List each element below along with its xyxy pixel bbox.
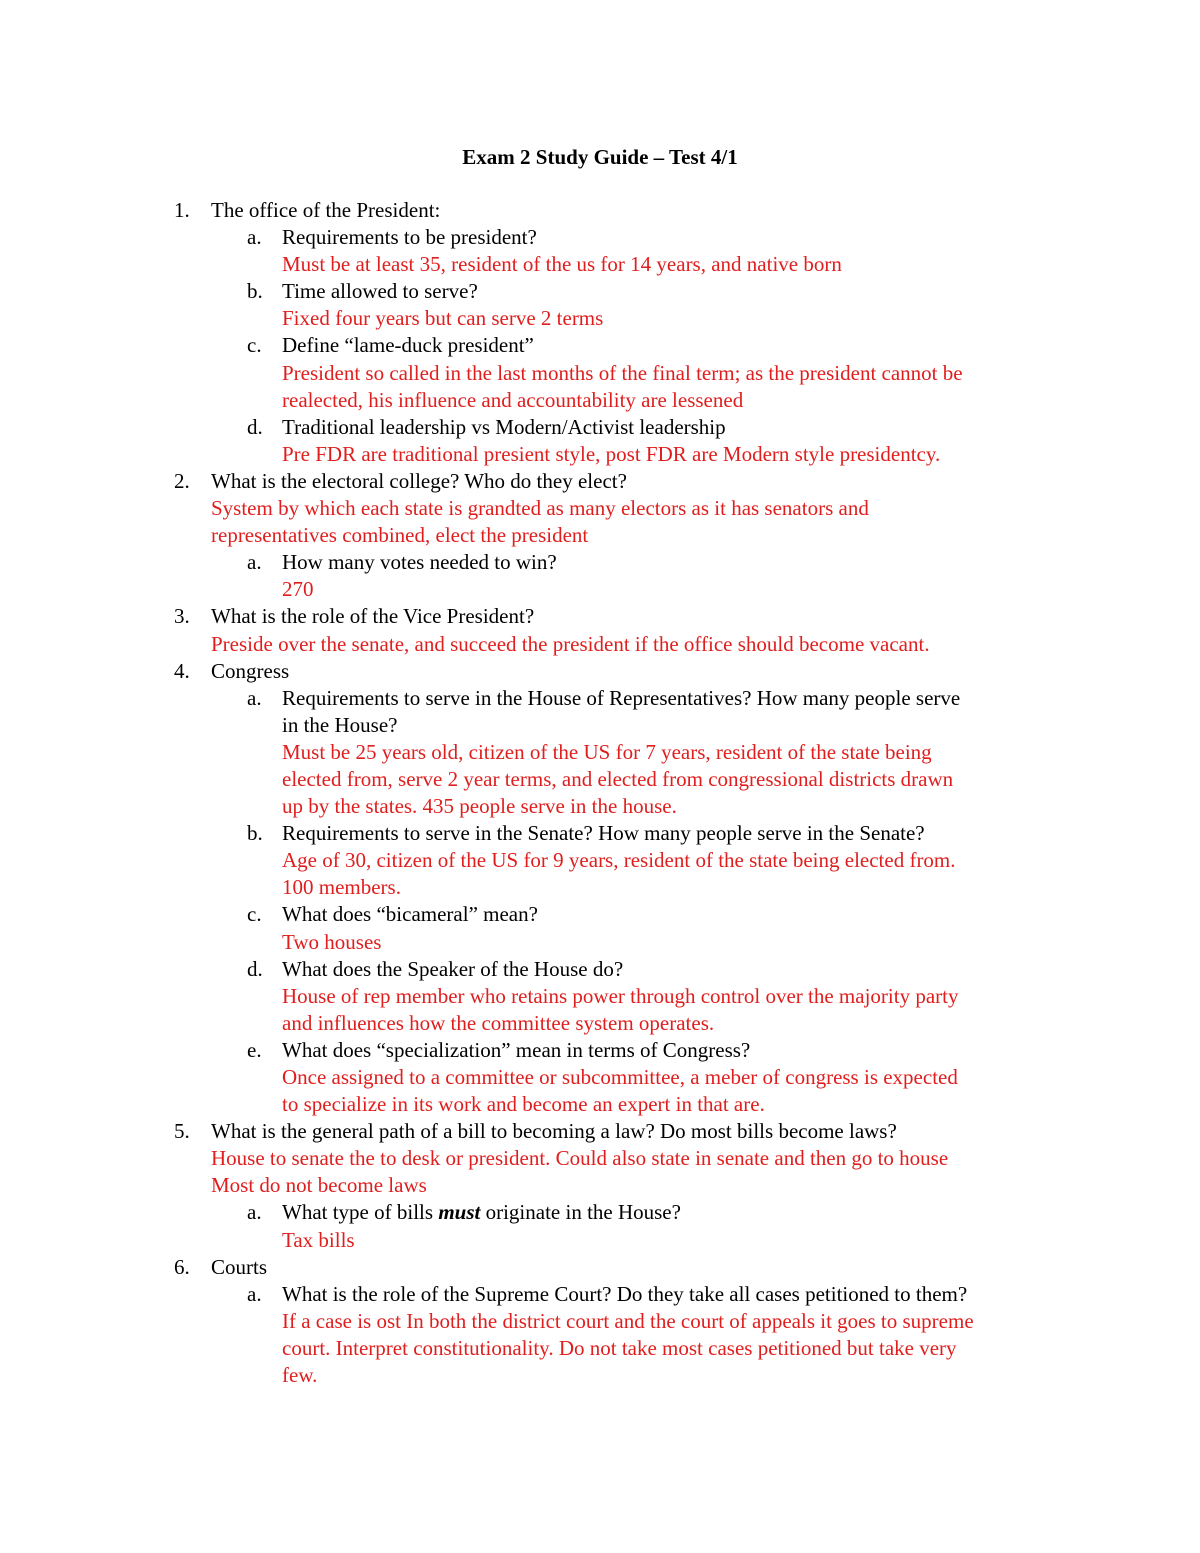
answer-text: Fixed four years but can serve 2 terms (282, 306, 604, 331)
answer-line (0, 441, 1200, 468)
sub-item-letter: a. (247, 1281, 262, 1306)
answer-line (0, 739, 1200, 766)
question-text: What is the electoral college? Who do they elect? (211, 468, 627, 493)
answer-line (0, 1308, 1200, 1335)
sub-item (0, 1281, 1200, 1308)
answer-line (0, 1010, 1200, 1037)
answer-text: Preside over the senate, and succeed the president if the office should become vacant. (211, 631, 930, 656)
item-number: 4. (174, 658, 190, 683)
sub-item-letter: c. (247, 333, 262, 358)
answer-text: Must be at least 35, resident of the us for 14 years, and native born (282, 252, 842, 277)
answer-line (0, 847, 1200, 874)
answer-text: House to senate the to desk or president. Could also state in senate and then go to house (211, 1146, 949, 1171)
page-title: Exam 2 Study Guide – Test 4/1 (462, 145, 738, 169)
sub-question-text-start: What type of bills (282, 1200, 439, 1225)
answer-text: House of rep member who retains power through control over the majority party (282, 983, 959, 1008)
sub-item-letter: a. (247, 550, 262, 575)
answer-line (0, 631, 1200, 658)
answer-line (0, 576, 1200, 603)
list-item (0, 197, 1200, 224)
answer-line (0, 929, 1200, 956)
answer-line (0, 1172, 1200, 1199)
answer-text: 270 (282, 577, 314, 602)
sub-item-letter: a. (247, 225, 262, 250)
answer-text: up by the states. 435 people serve in the house. (282, 794, 677, 819)
answer-text: Most do not become laws (211, 1173, 427, 1198)
sub-question-text: Requirements to serve in the Senate? How many people serve in the Senate? (282, 821, 925, 846)
sub-question-text: What does the Speaker of the House do? (282, 956, 624, 981)
question-text: Congress (211, 658, 290, 683)
sub-item (0, 278, 1200, 305)
answer-text: court. Interpret constitutionality. Do not take most cases petitioned but take very (282, 1335, 957, 1360)
answer-text: President so called in the last months of the final term; as the president cannot be (282, 360, 963, 385)
sub-item (0, 956, 1200, 983)
question-list (0, 197, 1200, 1389)
answer-line (0, 360, 1200, 387)
sub-item-letter: a. (247, 1200, 262, 1225)
list-item (0, 603, 1200, 630)
answer-text: Pre FDR are traditional presient style, post FDR are Modern style presidentcy. (282, 441, 941, 466)
answer-line (0, 387, 1200, 414)
answer-line (0, 1227, 1200, 1254)
question-text: Courts (211, 1254, 268, 1279)
answer-text: Two houses (282, 929, 382, 954)
sub-item (0, 901, 1200, 928)
answer-line (0, 495, 1200, 522)
item-number: 1. (174, 198, 190, 222)
list-item (0, 468, 1200, 495)
answer-line (0, 793, 1200, 820)
emphasized-word: must (438, 1200, 481, 1225)
answer-text: representatives combined, elect the president (211, 523, 589, 548)
question-text: The office of the President: (211, 198, 441, 222)
item-number: 6. (174, 1254, 190, 1279)
answer-text: Once assigned to a committee or subcommittee, a meber of congress is expected (282, 1065, 958, 1089)
item-number: 5. (174, 1119, 190, 1144)
list-item (0, 1254, 1200, 1281)
answer-text: Age of 30, citizen of the US for 9 years, resident of the state being elected from. (282, 848, 956, 873)
answer-text: to specialize in its work and become an expert in that are. (282, 1092, 765, 1117)
answer-line (0, 1145, 1200, 1172)
sub-item (0, 549, 1200, 576)
sub-item-continuation (0, 712, 1200, 739)
sub-item (0, 224, 1200, 251)
sub-question-text: Define “lame-duck president” (282, 333, 534, 358)
sub-item-letter: e. (247, 1037, 262, 1062)
sub-item-letter: d. (247, 956, 263, 981)
sub-item (0, 1199, 1200, 1226)
sub-question-text: How many votes needed to win? (282, 550, 557, 575)
answer-text: few. (282, 1363, 318, 1388)
sub-question-text: Traditional leadership vs Modern/Activist leadership (282, 414, 726, 439)
answer-text: 100 members. (282, 875, 401, 900)
list-item (0, 658, 1200, 685)
sub-question-text-end: originate in the House? (480, 1200, 681, 1225)
answer-text: elected from, serve 2 year terms, and elected from congressional districts drawn (282, 766, 954, 791)
answer-text: Must be 25 years old, citizen of the US for 7 years, resident of the state being (282, 739, 932, 764)
sub-item-letter: a. (247, 685, 262, 710)
sub-question-text: What is the role of the Supreme Court? Do they take all cases petitioned to them? (282, 1281, 968, 1306)
answer-line (0, 251, 1200, 278)
answer-line (0, 522, 1200, 549)
item-number: 3. (174, 604, 190, 629)
answer-line (0, 1091, 1200, 1118)
answer-line (0, 766, 1200, 793)
answer-line (0, 983, 1200, 1010)
answer-line (0, 1362, 1200, 1389)
answer-line (0, 305, 1200, 332)
sub-item-letter: b. (247, 821, 263, 846)
answer-text: System by which each state is grandted as many electors as it has senators and (211, 496, 869, 521)
sub-question-text: What does “specialization” mean in terms of Congress? (282, 1037, 751, 1062)
sub-question-text (282, 1199, 681, 1226)
sub-item-letter: b. (247, 279, 263, 304)
sub-question-text: Requirements to be president? (282, 225, 537, 250)
sub-item (0, 685, 1200, 712)
answer-text: Tax bills (282, 1227, 355, 1252)
answer-text: If a case is ost In both the district court and the court of appeals it goes to supreme (282, 1308, 974, 1333)
sub-question-text: in the House? (282, 712, 398, 737)
sub-item-letter: d. (247, 414, 263, 439)
sub-question-text: Time allowed to serve? (282, 279, 478, 304)
answer-text: realected, his influence and accountability are lessened (282, 387, 744, 412)
question-text: What is the role of the Vice President? (211, 604, 535, 629)
item-number: 2. (174, 468, 190, 493)
sub-item (0, 332, 1200, 359)
answer-line (0, 1335, 1200, 1362)
sub-item (0, 414, 1200, 441)
sub-question-text: Requirements to serve in the House of Representatives? How many people serve (282, 685, 961, 710)
answer-text: and influences how the committee system operates. (282, 1010, 715, 1035)
answer-line (0, 1064, 1200, 1091)
sub-item (0, 1037, 1200, 1064)
answer-line (0, 874, 1200, 901)
question-text: What is the general path of a bill to becoming a law? Do most bills become laws? (211, 1119, 897, 1144)
sub-question-text: What does “bicameral” mean? (282, 902, 538, 927)
sub-item (0, 820, 1200, 847)
list-item (0, 1118, 1200, 1145)
sub-item-letter: c. (247, 902, 262, 927)
